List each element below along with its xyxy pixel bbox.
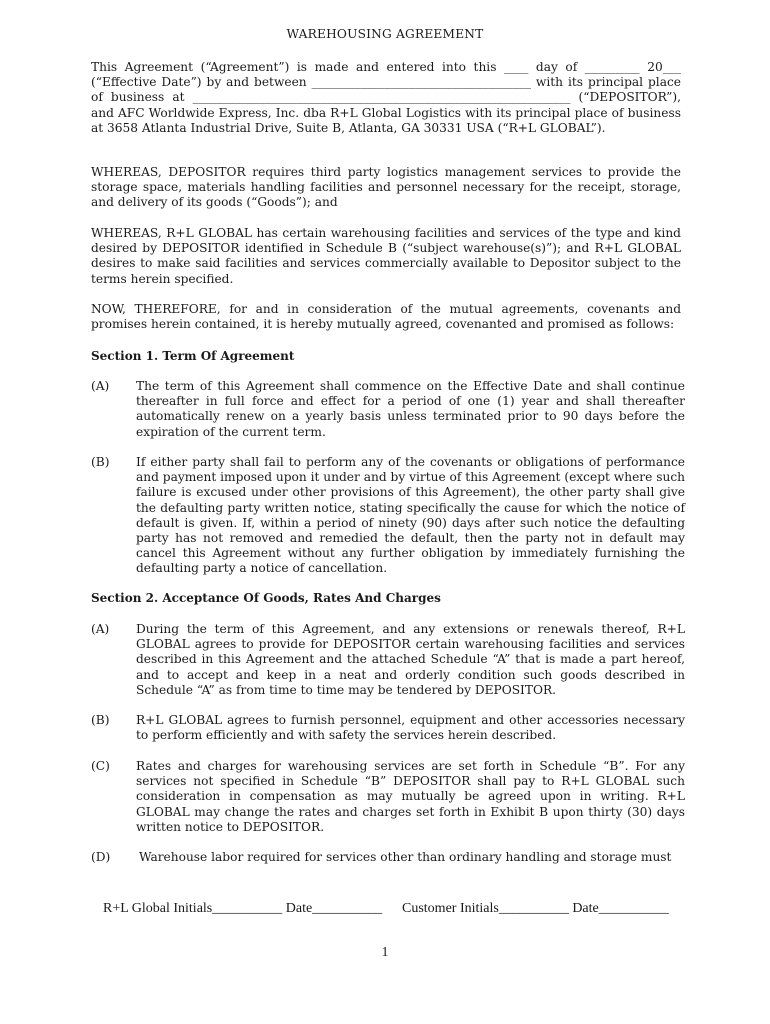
intro-text: This Agreement (“Agreement”) is made and entered into this ____ day of _________ 20___ (“Effective Date”) by and between ____________________________________ with its principal place of business at ______________________________________________________________ (“DEPOSITOR”), and AFC Worldwide Express, Inc. dba R+L Global Logistics with its principal place of business at 3658 Atlanta Industrial Drive, Suite B, Atlanta, GA 30331 USA (“R+L GLOBAL”). bbox=[91, 60, 681, 135]
item-text: If either party shall fail to perform any of the covenants or obligations of performance and payment imposed upon it under and by virtue of this Agreement (except where such failure is excused under other provisions of this Agreement), the other party shall give the defaulting party written notice, stating specifically the cause for which the notice of default is given. If, within a period of ninety (90) days after such notice the defaulting party has not removed and remedied the default, then the party not in default may cancel this Agreement without any further obligation by immediately furnishing the defaulting party a notice of cancellation. bbox=[136, 455, 685, 576]
section-1-heading: Section 1. Term Of Agreement bbox=[91, 349, 295, 363]
whereas-paragraph-1 bbox=[91, 165, 681, 211]
item-text: Rates and charges for warehousing services are set forth in Schedule “B”. For any services not specified in Schedule “B” DEPOSITOR shall pay to R+L GLOBAL such consideration in compensation as may mutually be agreed upon in writing. R+L GLOBAL may change the rates and charges set forth in Exhibit B upon thirty (30) days written notice to DEPOSITOR. bbox=[136, 759, 685, 834]
customer-initials-date: Customer Initials__________ Date__________ bbox=[402, 901, 669, 916]
item-text: During the term of this Agreement, and any extensions or renewals thereof, R+L GLOBAL agrees to provide for DEPOSITOR certain warehousing facilities and services described in this Agreement and the attached Schedule “A” that is made a part hereof, and to accept and keep in a neat and orderly condition such goods described in Schedule “A” as from time to time may be tendered by DEPOSITOR. bbox=[136, 622, 685, 697]
item-label: (B) bbox=[91, 455, 110, 469]
item-label: (A) bbox=[91, 622, 110, 636]
item-text: R+L GLOBAL agrees to furnish personnel, equipment and other accessories necessary to perform efficiently and with safety the services herein described. bbox=[136, 713, 685, 743]
item-text: The term of this Agreement shall commence on the Effective Date and shall continue thereafter in full force and effect for a period of one (1) year and shall thereafter automatically renew on a yearly basis unless terminated prior to 90 days before the expiration of the current term. bbox=[136, 379, 685, 439]
whereas-1-text: WHEREAS, DEPOSITOR requires third party logistics management services to provide the storage space, materials handling facilities and personnel necessary for the receipt, storage, and delivery of its goods (“Goods”); and bbox=[91, 165, 681, 210]
page-number: 1 bbox=[381, 945, 389, 960]
now-therefore-text: NOW, THEREFORE, for and in consideration of the mutual agreements, covenants and promises herein contained, it is hereby mutually agreed, covenanted and promised as follows: bbox=[91, 302, 681, 332]
now-therefore-paragraph bbox=[91, 302, 681, 332]
section-2-heading: Section 2. Acceptance Of Goods, Rates And Charges bbox=[91, 591, 441, 605]
whereas-paragraph-2 bbox=[91, 226, 681, 287]
item-label: (B) bbox=[91, 713, 110, 727]
item-label: (A) bbox=[91, 379, 110, 393]
item-label: (D) bbox=[91, 850, 111, 864]
intro-paragraph bbox=[91, 60, 681, 136]
rl-global-initials-date: R+L Global Initials__________ Date__________ bbox=[103, 901, 383, 916]
document-title: WAREHOUSING AGREEMENT bbox=[286, 27, 484, 41]
item-label: (C) bbox=[91, 759, 110, 773]
whereas-2-text: WHEREAS, R+L GLOBAL has certain warehousing facilities and services of the type and kind desired by DEPOSITOR identified in Schedule B (“subject warehouse(s)”); and R+L GLOBAL desires to make said facilities and services commercially available to Depositor subject to the terms herein specified. bbox=[91, 226, 681, 286]
item-text: Warehouse labor required for services other than ordinary handling and storage must bbox=[139, 850, 672, 864]
